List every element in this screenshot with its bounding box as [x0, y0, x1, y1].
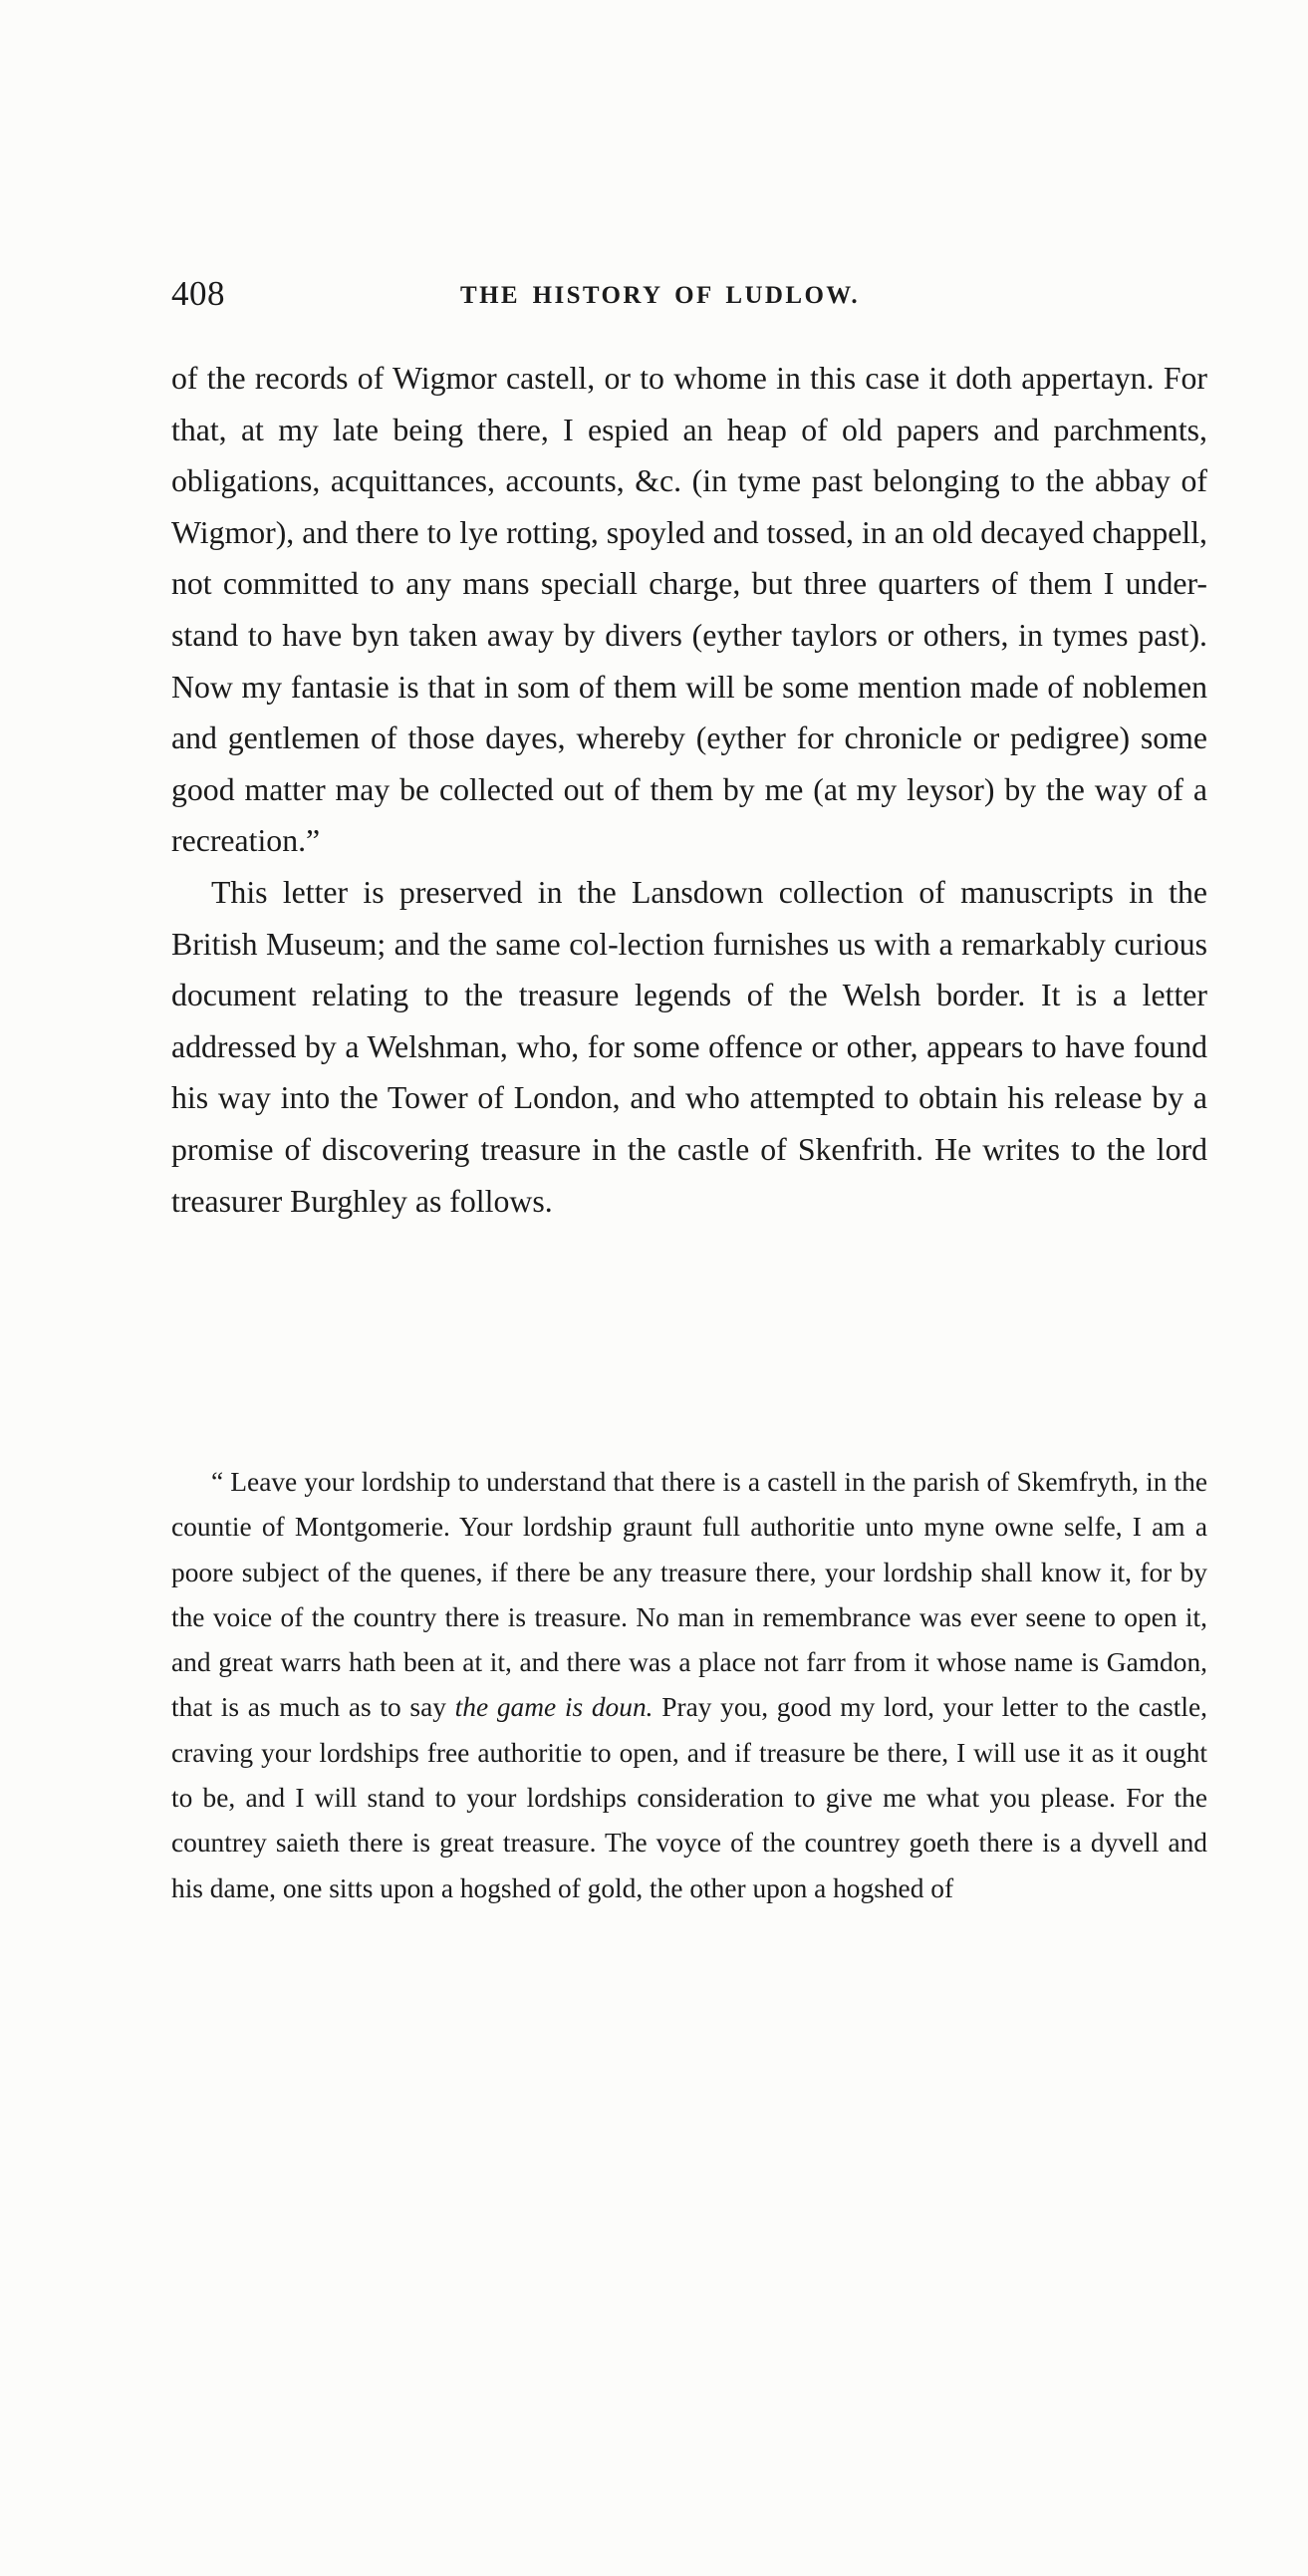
main-text — [171, 353, 1207, 1227]
quote-text-end: Pray you, good my lord, your letter to the castle, craving your lordships free authoritie to open, and if treasure be there, I will use it as it ought to be, and I will stand to your lordships consideration to give me what you please. For the countrey saieth there is great treasure. The voyce of the countrey goeth there is a dyvell and his dame, one sitts upon a hogshed of gold, the other upon a hogshed of — [171, 1692, 1207, 1903]
narrative-paragraph: This letter is preserved in the Lansdown collection of manuscripts in the British Museum; and the same col-lection furnishes us with a remarkably curious document relating to the treasure legends of the Welsh border. It is a letter addressed by a Welshman, who, for some offence or other, appears to have found his way into the Tower of London, and who attempted to obtain his release by a promise of discovering treasure in the castle of Skenfrith. He writes to the lord treasurer Burghley as follows. — [171, 874, 1207, 1219]
page-number: 408 — [171, 274, 225, 313]
quote-text-start: “ Leave your lordship to understand that there is a castell in the parish of Skemfryth, in the countie of Montgomerie. Your lordship graunt full authoritie unto myne owne selfe, I am a poore subject of the quenes, if there be any treasure there, your lordship shall know it, for by the voice of the country there is treasure. No man in remembrance was ever seene to open it, and great warrs hath been at it, and there was a place not farr from it whose name is Gamdon, that is as much as to say — [171, 1467, 1207, 1723]
running-head: THE HISTORY OF LUDLOW. — [460, 282, 861, 309]
quote-paragraph — [171, 1460, 1207, 1911]
block-quote — [171, 1460, 1207, 1911]
quote-italic-phrase: the game is doun. — [454, 1692, 654, 1723]
letter-continuation-paragraph: of the records of Wigmor castell, or to whome in this case it doth appertayn. For that, at my late being there, I espied an heap of old papers and parchments, obligations, acquittances, accounts, &c. (in tyme past belonging to the abbay of Wigmor), and there to lye rotting, spoyled and tossed, in an old decayed chappell, not committed to any mans speciall charge, but three quarters of them I under-stand to have byn taken away by divers (eyther taylors or others, in tymes past). Now my fantasie is that in som of them will be some mention made of noblemen and gentlemen of those dayes, whereby (eyther for chronicle or pedigree) some good matter may be collected out of them by me (at my leysor) by the way of a recreation.” — [171, 361, 1207, 859]
page-header — [171, 274, 1207, 314]
